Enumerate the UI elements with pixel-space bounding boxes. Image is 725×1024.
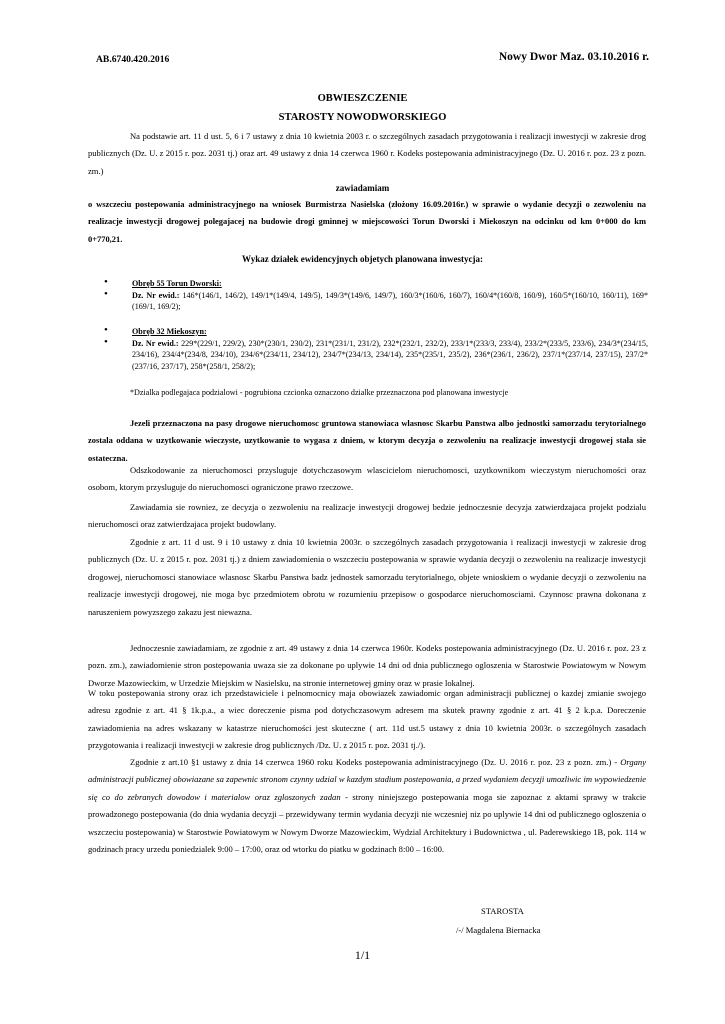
signature-title: STAROSTA xyxy=(481,906,524,916)
group-heading: Obręb 32 Miekoszyn: xyxy=(132,327,207,336)
zawiadamiam-heading: zawiadamiam xyxy=(335,183,390,193)
subject-paragraph: o wszczeciu postepowania administracyjnego na wniosek Burmistrza Nasielska (złożony 16.09.2016r.) w sprawie o wydanie decyzji o zezwoleniu na realizacje inwestycji drogowej polegajacej na budowie drogi gminnej w miejscowości Torun Dworski i Miekoszyn na odcinku od km 0+000 do km 0+770,21. xyxy=(88,199,646,244)
intro-paragraph: Na podstawie art. 11 d ust. 5, 6 i 7 ustawy z dnia 10 kwietnia 2003 r. o szczególnych zasadach przygotowania i realizacji inwestycji w zakresie drog publicznych (Dz. U. z 2015 r. poz. 2031 tj.) oraz art. 49 ustawy z dnia 14 czerwca 1960 r. Kodeks postepowania administracyjnego (Dz. U. 2016 r. poz. 23 z pozn. zm.) xyxy=(88,131,646,176)
group-heading: Obręb 55 Torun Dworski: xyxy=(132,279,222,288)
usufruct-paragraph: Jezeli przeznaczona na pasy drogowe nieruchomosc gruntowa stanowiaca wlasnosc Skarbu Panstwa albo jednostki samorzadu terytorialnego zostala oddana w uzytkowanie wieczyste, uzytkowanie to wygasa z dniem, w ktorym decyzja o zezwoleniu na realizacje inwestycji drogowej stała sie ostateczna. xyxy=(88,418,646,463)
document-subtitle: STAROSTY NOWODWORSKIEGO xyxy=(278,112,447,123)
parcel-list-heading: Wykaz działek ewidencyjnych objetych planowana inwestycja: xyxy=(242,254,483,264)
parcels-list: 229*(229/1, 229/2), 230*(230/1, 230/2), 231*(231/1, 231/2), 232*(232/1, 232/2), 233/1*(233/3, 233/4), 233/2*(233/5, 233/6), 234/3*(234/15, 234/16), 234/4*(234/8, 234/10), 234/6*(234/11, 234/12), 234/7*(234/13, 234/14), 235*(235/1, 235/2), 236*(236/1, 236/2), 237/1*(237/14, 237/15), 237/2*(237/16, 237/17), 258*(258/1, 258/2); xyxy=(132,338,648,371)
list-item xyxy=(88,338,648,373)
parcel-group xyxy=(88,278,648,313)
parcels-label: Dz. Nr ewid.: xyxy=(132,290,180,300)
document-title: OBWIESZCZENIE xyxy=(317,93,408,104)
approval-paragraph: Zawiadamia sie rowniez, ze decyzja o zezwoleniu na realizacje inwestycji drogowej bedzie jednoczesnie decyzja zatwierdzajaca projekt podzialu nieruchomosci oraz zatwierdzajaca projekt budowlany. xyxy=(88,502,646,530)
compensation-paragraph: Odszkodowanie za nieruchomosci przysluguje dotychczasowym wlascicielom nieruchomosci, uzytkownikom wieczystym nieruchomości oraz osobom, ktorym przysluguje do nieruchomosci ograniczone prawo rzeczowe. xyxy=(88,465,646,493)
access-paragraph xyxy=(88,754,646,858)
parcel-note: *Dzialka podlegajaca podzialowi - pogrubiona czcionka oznaczono dzialke przeznaczona pod planowana inwestycje xyxy=(130,388,509,397)
parcels-list: 146*(146/1, 146/2), 149/1*(149/4, 149/5), 149/3*(149/6, 149/7), 160/3*(160/6, 160/7), 160/4*(160/8, 160/9), 160/5*(160/10, 160/11), 169*(169/1, 169/2); xyxy=(132,290,648,312)
access-paragraph-quote: Organy administracji publicznej obowiazane sa zapewnic stronom czynny udzial w kazdym stadium postepowania, a przed wydaniem decyzji umozliwic im wypowiedzenie się co do zebranych dowodow i materialow oraz zgloszonych zadan xyxy=(88,757,646,802)
reference-number: AB.6740.420.2016 xyxy=(96,54,170,65)
notification-paragraph: Jednoczesnie zawiadamiam, ze zgodnie z art. 49 ustawy z dnia 14 czerwca 1960r. Kodeks postepowania administracyjnego (Dz. U. 2016 r. poz. 23 z pozn. zm.), zawiadomienie stron postepowania uwaza sie za dokonane po uplywie 14 dni od dnia publicznego ogloszenia w Starostwie Powiatowym w Nowym Dworze Mazowieckim, w Urzedzie Miejskim w Nasielsku, na stronie internetowej gminy oraz w prasie lokalnej. xyxy=(88,643,646,688)
signature-name: /-/ Magdalena Biernacka xyxy=(456,925,541,935)
parcels-label: Dz. Nr ewid.: xyxy=(132,338,179,348)
page-number: 1/1 xyxy=(354,948,371,962)
list-item xyxy=(88,326,648,338)
place-date: Nowy Dwor Maz. 03.10.2016 r. xyxy=(498,51,649,63)
address-paragraph: W toku postepowania strony oraz ich przedstawiciele i pelnomocnicy maja obowiazek zawiadomic organ administracji publicznej o kazdej zmianie swojego adresu zgodnie z art. 41 § 1k.p.a., a wiec doreczenie pisma pod dotychczasowym adresem ma skutek prawny zgodnie z art. 41 § 2 k.p.a. Doreczenie zawiadomienia na adres wskazany w katastrze nieruchomości jest skuteczne ( art. 11d ust.5 ustawy z dnia 10 kwietnia 2003r. o szczególnych zasadach przygotowania i realizacji inwestycji w zakresie drog publicznych /Dz. U. z 2015 r. poz. 2031 tj./). xyxy=(88,688,646,751)
access-paragraph-end: - strony niniejszego postepowania moga sie zapoznac z aktami sprawy w trakcie prowadzonego postepowania (do dnia wydania decyzji – przewidywany termin wydania decyzji nie wczesniej niz po uplywie 14 dni od publicznego ogloszenia o wszczeciu postepowania) w Starostwie Powiatowym w Nowym Dworze Mazowieckim, Wydzial Architektury i Budownictwa , ul. Paderewskiego 1B, pok. 114 w godzinach pracy urzedu poniedzialek 9:00 – 17:00, oraz od wtorku do piatku w godzinach 8:00 – 16:00. xyxy=(88,791,646,855)
parcel-group xyxy=(88,326,648,372)
list-item xyxy=(88,290,648,313)
list-item xyxy=(88,278,648,290)
trade-ban-paragraph: Zgodnie z art. 11 d ust. 9 i 10 ustawy z dnia 10 kwietnia 2003r. o szczególnych zasadach przygotowania i realizacji inwestycji w zakresie drog publicznych (Dz. U. z 2015 r. poz. 2031 tj.) z dniem zawiadomienia o wszczeciu postepowania w sprawie wydania decyzji o zezwoleniu na realizacje inwestycji drogowej, nieruchomosci stanowiace wlasnosc Skarbu Panstwa badz jednostek samorzadu terytorialnego, objete wnioskiem o wydanie decyzji o zezwoleniu na realizacje inwestycji drogowej, nie moga byc przedmiotem obrotu w rozumieniu przepisow o gospodarce nieruchomosciami. Czynnosc prawna dokonana z naruszeniem powyzszego zakazu jest niewazna. xyxy=(88,537,646,617)
access-paragraph-start: Zgodnie z art.10 §1 ustawy z dnia 14 czerwca 1960 roku Kodeks postepowania administracyjnego (Dz. U. 2016 r. poz. 23 z pozn. zm.) - xyxy=(130,757,621,767)
